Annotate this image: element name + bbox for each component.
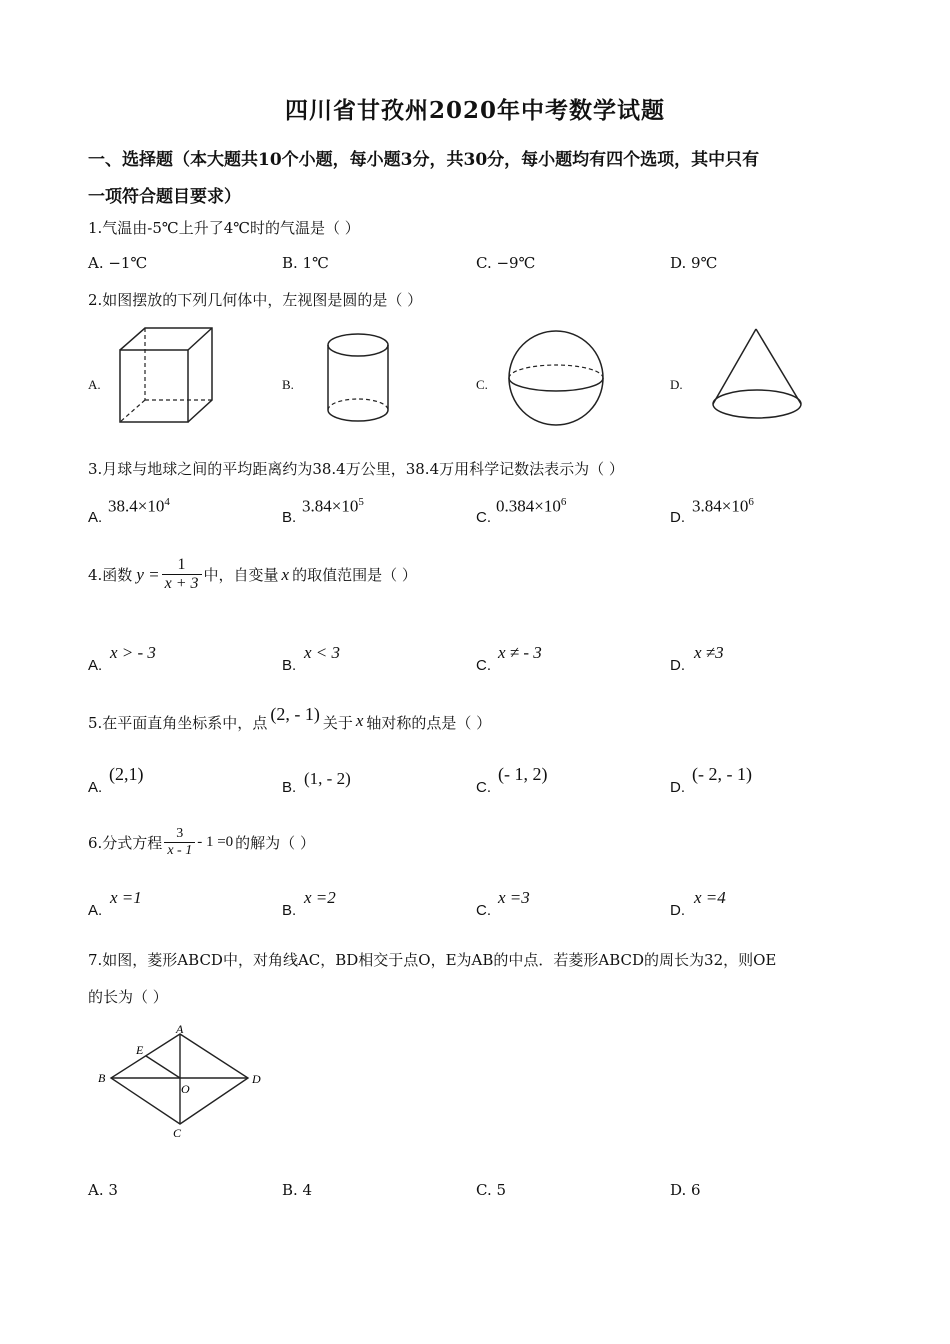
q5-option-a-label: A. [88, 779, 103, 796]
q3-option-b-value: $3.84\times 10^5$ [302, 496, 364, 516]
q7-option-d: D. 6 [670, 1181, 701, 1199]
q2-option-a: A. [88, 377, 101, 392]
q5-option-d-label: D. [670, 779, 685, 796]
q3-option-d-value: $3.84\times 10^6$ [692, 496, 754, 516]
q6-stem: 6.分式方程 $\frac{3}{x - 1}$ - 1 =0 的解为（ ） [88, 826, 315, 858]
rhombus-label-a: A [176, 1022, 184, 1036]
q4-option-c-label: C. [476, 657, 491, 674]
q3-option-a-label: A. [88, 509, 103, 526]
section-heading-line2: 一项符合题目要求） [88, 187, 241, 207]
q3-option-a-value: $38.4\times 10^4$ [108, 496, 170, 516]
rhombus-label-e: E [136, 1043, 144, 1057]
q5-stem: 5.在平面直角坐标系中，点 (2, - 1) 关于 x 轴对称的点是（ ） [88, 704, 492, 732]
q5-option-b-label: B. [282, 779, 297, 796]
q1-option-d: D. 9℃ [670, 254, 718, 272]
q5-option-c-label: C. [476, 779, 491, 796]
section-heading-line1: 一、选择题（本大题共10个小题，每小题3分，共30分，每小题均有四个选项，其中只有 [88, 150, 760, 170]
q3-option-b-label: B. [282, 509, 297, 526]
q7-option-c: C. 5 [476, 1181, 507, 1199]
rhombus-label-o: O [181, 1082, 190, 1096]
rhombus-figure [92, 1020, 272, 1142]
q6-option-a-value: x =1 [110, 888, 142, 907]
q3-option-d-label: D. [670, 509, 685, 526]
q7-stem-line1: 7.如图，菱形ABCD中，对角线AC，BD相交于点O，E为AB的中点．若菱形ABCD的周长为32，则OE [88, 951, 777, 969]
q4-option-a-value: x > - 3 [110, 643, 156, 662]
q2-option-d: D. [670, 377, 683, 392]
q4-stem: 4.函数 y = $\frac{1}{x + 3}$ 中，自变量 x 的取值范围是（ ） [88, 556, 417, 592]
rhombus-label-d: D [252, 1072, 261, 1086]
q4-option-b-label: B. [282, 657, 297, 674]
page-title: 四川省甘孜州2020年中考数学试题 [284, 97, 665, 124]
q6-option-d-label: D. [670, 902, 685, 919]
q3-stem: 3.月球与地球之间的平均距离约为38.4万公里，38.4万用科学记数法表示为（ ） [88, 460, 624, 478]
q4-fraction: $\frac{1}{x + 3}$ [162, 556, 202, 593]
q6-option-a-label: A. [88, 902, 103, 919]
q1-option-c: C. −9℃ [476, 254, 536, 272]
q2-option-b: B. [282, 377, 294, 392]
q4-option-b-value: x < 3 [304, 643, 341, 662]
q6-option-d-value: x =4 [694, 888, 726, 907]
q6-option-b-value: x =2 [304, 888, 336, 907]
q4-option-d-value: x ≠3 [694, 643, 724, 662]
q6-option-b-label: B. [282, 902, 297, 919]
q1-option-a: A. −1℃ [88, 254, 148, 272]
rhombus-label-c: C [173, 1126, 182, 1140]
rhombus-label-b: B [98, 1071, 106, 1085]
q5-option-d-value: (- 2, - 1) [692, 764, 752, 784]
q2-option-c: C. [476, 377, 488, 392]
q5-option-b-value: (1, - 2) [304, 769, 351, 788]
q6-fraction: $\frac{3}{x - 1}$ [164, 826, 195, 859]
q4-option-c-value: x ≠ - 3 [498, 643, 542, 662]
q7-option-a: A. 3 [88, 1181, 118, 1199]
q7-stem-line2: 的长为（ ） [88, 988, 168, 1006]
cube-figure [110, 322, 220, 432]
q6-option-c-label: C. [476, 902, 491, 919]
q5-option-c-value: (- 1, 2) [498, 764, 548, 784]
q2-stem: 2.如图摆放的下列几何体中，左视图是圆的是（ ） [88, 291, 423, 309]
q6-option-c-value: x =3 [498, 888, 530, 907]
sphere-figure [500, 326, 612, 430]
q5-option-a-value: (2,1) [109, 764, 144, 784]
q3-option-c-label: C. [476, 509, 491, 526]
q7-option-b: B. 4 [282, 1181, 313, 1199]
q4-option-d-label: D. [670, 657, 685, 674]
cone-figure [704, 324, 810, 426]
q1-option-b: B. 1℃ [282, 254, 329, 272]
q1-stem: 1.气温由-5℃上升了4℃时的气温是（ ） [88, 219, 360, 237]
q3-option-c-value: $0.384\times 10^6$ [496, 496, 567, 516]
q4-option-a-label: A. [88, 657, 103, 674]
cylinder-figure [318, 328, 398, 432]
